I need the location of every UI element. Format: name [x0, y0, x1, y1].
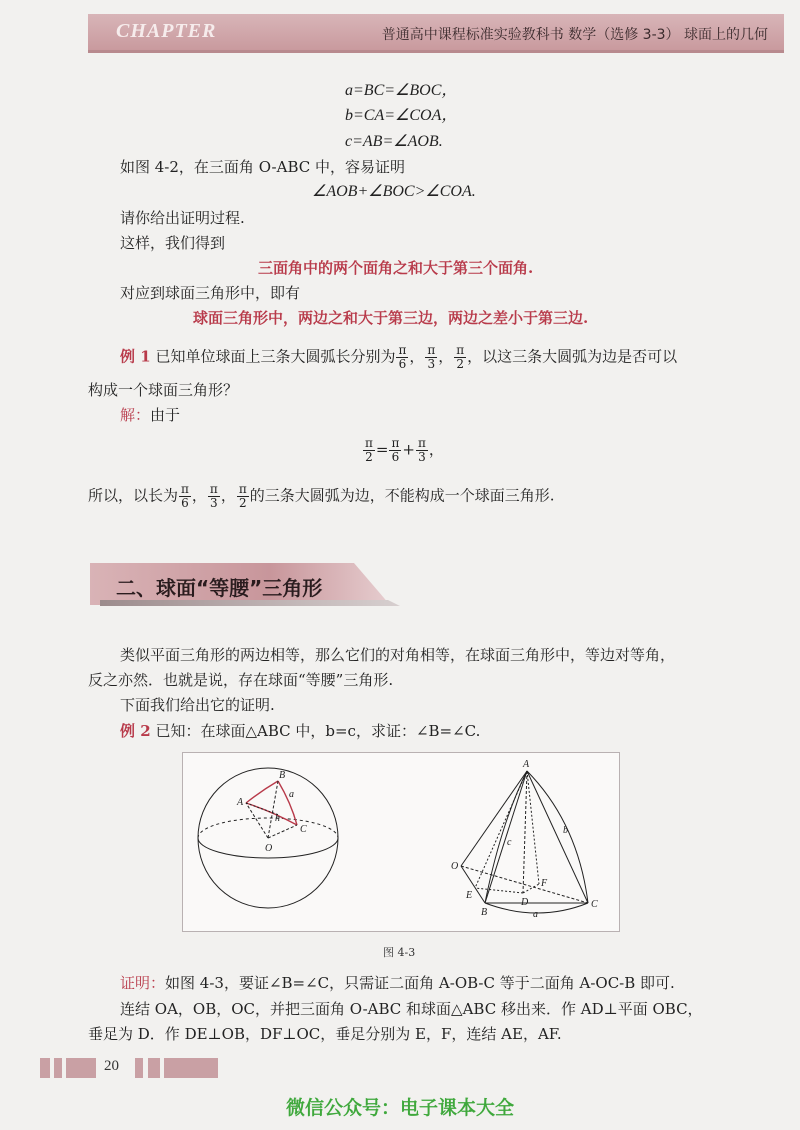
left-label-arc-a: a: [289, 789, 294, 800]
footer-bar: [148, 1058, 160, 1078]
frac-num: π: [365, 436, 373, 450]
radius-oa: [246, 803, 268, 838]
watermark-text: 微信公众号：电子课本大全: [285, 1097, 514, 1119]
segment-df: [523, 884, 539, 893]
example-1-label: 例 1: [120, 347, 151, 366]
fraction-pi-3: [208, 483, 220, 510]
fraction-pi-3: [425, 344, 437, 371]
right-label-arc-b: b: [563, 825, 568, 836]
example-2-label: 例 2: [120, 722, 151, 740]
page-number: 20: [104, 1058, 119, 1074]
figure-caption: 图 4-3: [383, 946, 416, 959]
example-1-statement: 例 1 已知单位球面上三条大圆弧长分别为 $\frac{\pi}{6}$ ， $\frac{\pi}{3}$ ， $\frac{\pi}{2}$ ，以这三条大圆弧为边是否可以: [120, 343, 678, 371]
header-chapter: CHAPTER: [116, 20, 217, 42]
frac-num: π: [209, 482, 218, 496]
right-label-b: B: [481, 907, 488, 918]
fraction-pi-6: [396, 344, 408, 371]
frac-den: 3: [210, 496, 218, 510]
paragraph-6: 反之亦然．也就是说，存在球面“等腰”三角形.: [88, 671, 394, 689]
solution-text: 由于: [150, 406, 181, 424]
paragraph-2: 请你给出证明过程.: [120, 209, 245, 227]
inequality: ∠AOB+∠BOC>∠COA.: [312, 183, 476, 200]
frac-num: π: [427, 343, 436, 357]
edge-ao: [461, 771, 527, 866]
conclusion-a: 所以，以长为: [88, 486, 179, 505]
paragraph-5: 类似平面三角形的两边相等，那么它们的对角相等，在球面三角形中，等边对等角，: [120, 646, 676, 664]
figure-4-3: [182, 752, 620, 932]
arc-a: [278, 781, 297, 825]
equation-b: b=CA=∠COA，: [345, 107, 458, 124]
frac-den: 6: [391, 450, 400, 464]
right-label-e: E: [466, 890, 473, 901]
right-label-f: F: [541, 878, 548, 889]
edge-ac: [527, 771, 588, 903]
fraction-pi-6: [389, 437, 401, 464]
header-title: 普通高中课程标准实验教科书 数学（选修 3-3） 球面上的几何: [381, 27, 768, 43]
frac-den: 2: [365, 450, 373, 464]
left-label-h: h: [275, 813, 280, 824]
frac-den: 3: [427, 357, 436, 371]
frac-den: 3: [418, 450, 426, 464]
frac-den: 2: [238, 496, 247, 510]
conclusion-b: 的三条大圆弧为边，不能构成一个球面三角形.: [249, 486, 555, 505]
solution-label: 解：: [120, 406, 151, 424]
fraction-pi-2: [454, 344, 466, 371]
radius-ob: [268, 781, 278, 838]
example-1-text-c: 构成一个球面三角形？: [88, 381, 239, 399]
left-label-a: A: [237, 797, 244, 808]
example-2-statement: [120, 721, 480, 741]
example-2-text: 已知：在球面△ABC 中，b=c，求证：∠B=∠C.: [155, 722, 481, 740]
altitude-ad: [523, 771, 527, 893]
proof-label: 证明：: [120, 974, 166, 992]
segment-de: [475, 888, 523, 893]
frac-den: 6: [398, 357, 407, 371]
frac-num: π: [391, 436, 400, 450]
proof-line-3: 垂足为 D．作 DE⊥OB，DF⊥OC，垂足分别为 E，F，连结 AE，AF.: [88, 1025, 562, 1043]
left-label-c: C: [300, 824, 307, 835]
right-label-arc-c: c: [507, 837, 512, 848]
theorem-highlight-2: 球面三角形中，两边之和大于第三边，两边之差小于第三边.: [193, 309, 589, 327]
paragraph-3: 这样，我们得到: [120, 234, 226, 252]
frac-num: π: [456, 343, 465, 357]
solution-equation: $\frac{\pi}{2}$ = $\frac{\pi}{6}$ + $\frac{\pi}{3}$ ，: [365, 436, 444, 464]
arc-c: [246, 781, 278, 803]
equation-c: c=AB=∠AOB.: [345, 133, 443, 150]
theorem-highlight-1: 三面角中的两个面角之和大于第三个面角.: [258, 259, 534, 277]
section-title: 二、球面“等腰”三角形: [116, 576, 323, 600]
left-label-b: B: [279, 770, 286, 781]
fraction-pi-6: [179, 483, 191, 510]
right-label-d: D: [521, 897, 529, 908]
paragraph-1: 如图 4-2，在三面角 O-ABC 中，容易证明: [120, 158, 405, 176]
footer-bar: [40, 1058, 50, 1078]
proof-text-1: 如图 4-3，要证∠B=∠C，只需证二面角 A-OB-C 等于二面角 A-OC-B 即可.: [165, 974, 675, 992]
proof-line-2: 连结 OA，OB，OC，并把三面角 O-ABC 和球面△ABC 移出来．作 AD⊥平面 OBC，: [120, 1000, 703, 1018]
left-label-o: O: [265, 843, 273, 854]
example-1-text-a: 已知单位球面上三条大圆弧长分别为: [155, 347, 396, 366]
footer-bar: [66, 1058, 96, 1078]
right-label-c: C: [591, 899, 598, 910]
fraction-pi-3: [416, 437, 428, 464]
frac-num: π: [417, 436, 426, 450]
paragraph-4: 对应到球面三角形中，即有: [120, 284, 301, 302]
wedge-diagram: [461, 771, 588, 913]
frac-num: π: [181, 482, 189, 496]
footer-bar: [164, 1058, 218, 1078]
proof-line-1: [120, 973, 675, 993]
frac-den: 2: [456, 357, 465, 371]
equator-back: [198, 818, 338, 838]
frac-num: π: [398, 343, 407, 357]
segment-af: [527, 771, 539, 884]
frac-num: π: [238, 482, 247, 496]
equation-a: a=BC=∠BOC，: [345, 82, 458, 99]
sphere-diagram: [198, 768, 338, 908]
footer-bar: [135, 1058, 143, 1078]
figure-diagram: [183, 753, 619, 931]
right-label-arc-a: a: [533, 909, 538, 920]
paragraph-7: 下面我们给出它的证明.: [120, 696, 275, 714]
solution-intro: [120, 405, 180, 425]
fraction-pi-2: [237, 483, 249, 510]
radius-oc: [268, 825, 297, 838]
example-1-text-b: ，以这三条大圆弧为边是否可以: [467, 347, 678, 366]
page-header: [88, 14, 784, 53]
fraction-pi-2: [363, 437, 375, 464]
frac-den: 6: [181, 496, 189, 510]
solution-conclusion: 所以，以长为 $\frac{\pi}{6}$ ， $\frac{\pi}{3}$ ， $\frac{\pi}{2}$ 的三条大圆弧为边，不能构成一个球面三角形.: [88, 482, 555, 510]
footer-bar: [54, 1058, 62, 1078]
right-label-a: A: [523, 759, 530, 770]
right-label-o: O: [451, 861, 459, 872]
